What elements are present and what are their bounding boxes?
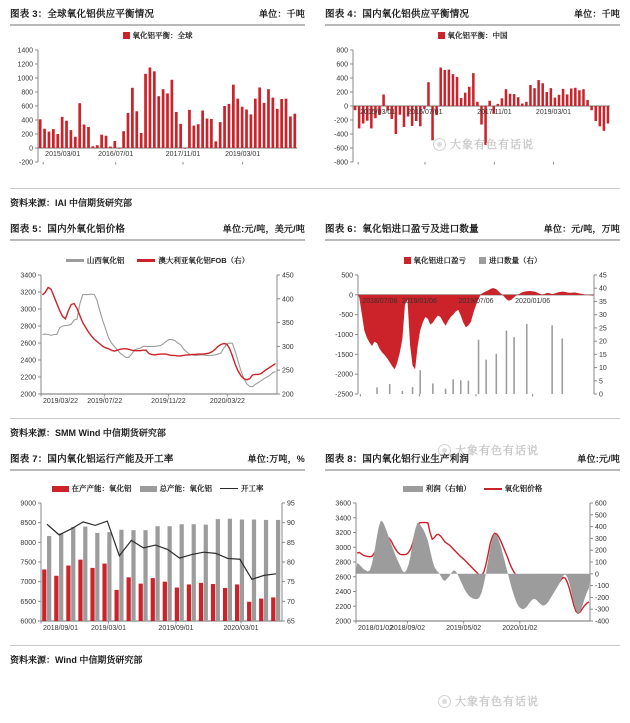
svg-text:2017/11/01: 2017/11/01: [477, 109, 512, 116]
legend-swatch-line-icon: [220, 488, 238, 490]
chart7-figure: [8, 473, 307, 645]
svg-text:95: 95: [287, 500, 295, 508]
legend-label: 氧化铝平衡：中国: [447, 31, 508, 40]
svg-text:200: 200: [282, 391, 294, 399]
svg-text:300: 300: [595, 535, 607, 543]
chart8-title: 图表 8：国内氧化铝行业生产利润: [325, 454, 470, 465]
chart6-header-rule: [325, 239, 620, 241]
watermark-text: 大象有色有话说: [450, 139, 534, 151]
svg-text:200: 200: [21, 131, 33, 139]
svg-text:2400: 2400: [335, 589, 351, 596]
svg-text:3400: 3400: [335, 515, 351, 523]
legend-label: 氧化铝价格: [504, 484, 543, 493]
legend-item-operating-rate: [220, 483, 264, 494]
svg-text:-2000: -2000: [335, 371, 353, 379]
svg-text:3600: 3600: [335, 500, 351, 508]
svg-text:300: 300: [282, 343, 294, 351]
svg-text:-2500: -2500: [335, 391, 353, 399]
svg-text:20: 20: [599, 338, 607, 346]
svg-text:250: 250: [282, 367, 294, 375]
svg-text:7000: 7000: [20, 579, 36, 587]
svg-text:0: 0: [29, 145, 33, 153]
svg-text:85: 85: [287, 539, 295, 547]
svg-text:-1500: -1500: [335, 351, 353, 359]
legend-label: 氧化铝平衡：全球: [132, 31, 193, 40]
svg-text:3400: 3400: [20, 272, 36, 280]
chart4-title: 图表 4：国内氧化铝供应平衡情况: [325, 9, 470, 20]
chart3-plot: [8, 28, 307, 188]
svg-text:3000: 3000: [335, 544, 351, 552]
legend-swatch-square-icon: [140, 486, 157, 492]
svg-text:2019/01/06: 2019/01/06: [401, 297, 437, 305]
chart7-header-rule: [10, 469, 305, 471]
svg-text:400: 400: [21, 117, 33, 125]
legend-label: 利润（右轴）: [425, 484, 471, 493]
svg-text:2800: 2800: [20, 323, 36, 331]
chart4-unit: 单位：千吨: [573, 9, 620, 19]
chart3-header: [8, 0, 307, 24]
chart6-figure: [323, 243, 622, 418]
svg-text:2019/07/06: 2019/07/06: [458, 297, 494, 305]
svg-text:450: 450: [282, 272, 294, 280]
legend-item-australia-alumina-fob: [137, 255, 249, 266]
svg-text:2016/07/01: 2016/07/01: [407, 109, 443, 116]
svg-text:3200: 3200: [20, 289, 36, 297]
svg-text:2019/09/01: 2019/09/01: [158, 625, 194, 632]
legend-swatch-square-icon: [123, 32, 130, 39]
svg-text:35: 35: [599, 298, 607, 306]
legend-label: 澳大利亚氧化铝FOB（右）: [158, 256, 250, 265]
watermark-text: 大象有色有话说: [455, 696, 539, 708]
legend-item-running-capacity: [52, 483, 132, 494]
svg-text:350: 350: [282, 320, 294, 328]
svg-text:6500: 6500: [20, 598, 36, 606]
svg-text:2600: 2600: [20, 340, 36, 348]
svg-text:2020/03/01: 2020/03/01: [223, 625, 259, 632]
legend-label: 开工率: [241, 484, 264, 493]
source-text-2: 资料来源：SMM Wind 中信期货研究部: [10, 428, 166, 438]
source-block-3: [0, 645, 630, 672]
svg-text:8000: 8000: [20, 539, 36, 547]
chart8-header: [323, 445, 622, 469]
panel-chart6: [315, 215, 630, 418]
svg-text:800: 800: [21, 89, 33, 97]
chart3-legend: [8, 30, 307, 41]
svg-text:5: 5: [599, 378, 603, 386]
svg-text:0: 0: [599, 391, 603, 399]
watermark-3: [438, 693, 539, 709]
chart5-header-rule: [10, 239, 305, 241]
svg-text:2600: 2600: [335, 574, 351, 582]
chart-row-3: [0, 445, 630, 645]
chart8-plot: [323, 473, 622, 645]
chart4-legend: [323, 30, 622, 41]
chart5-title: 图表 5：国内外氧化铝价格: [10, 224, 126, 235]
svg-text:200: 200: [336, 89, 348, 97]
svg-text:2000: 2000: [20, 391, 36, 399]
svg-text:15: 15: [599, 351, 607, 359]
svg-text:-300: -300: [595, 606, 610, 614]
chart-row-1: [0, 0, 630, 188]
svg-text:-400: -400: [595, 618, 610, 626]
legend-swatch-square-icon: [52, 486, 69, 492]
panel-chart7: [0, 445, 315, 645]
legend-item-import-profit: [404, 255, 467, 266]
svg-text:2019/03/22: 2019/03/22: [43, 398, 79, 405]
watermark-text: 大象有色有话说: [455, 445, 539, 457]
chart7-title: 图表 7：国内氧化铝运行产能及开工率: [10, 454, 174, 465]
chart6-title: 图表 6：氧化铝进口盈亏及进口数量: [325, 224, 479, 235]
chart7-legend: [8, 483, 307, 494]
svg-text:70: 70: [287, 598, 295, 606]
svg-text:200: 200: [595, 547, 607, 555]
svg-text:2015/03/01: 2015/03/01: [360, 109, 396, 116]
legend-swatch-square-icon: [403, 486, 423, 492]
chart5-unit: 单位:元/吨，美元/吨: [222, 224, 305, 234]
svg-text:6000: 6000: [20, 618, 36, 626]
svg-text:8500: 8500: [20, 520, 36, 528]
chart8-unit: 单位:元/吨: [577, 454, 620, 464]
svg-text:400: 400: [595, 524, 607, 532]
svg-text:-500: -500: [338, 312, 353, 320]
svg-text:80: 80: [287, 559, 295, 567]
svg-text:0: 0: [349, 292, 353, 300]
legend-label: 氧化铝进口盈亏: [413, 256, 466, 265]
svg-text:2018/09/01: 2018/09/01: [43, 625, 79, 632]
legend-item-alumina-price: [484, 483, 543, 494]
svg-text:100: 100: [595, 559, 607, 567]
chart7-plot: [8, 473, 307, 645]
svg-text:10: 10: [599, 365, 607, 373]
svg-text:2800: 2800: [335, 559, 351, 567]
panel-chart5: [0, 215, 315, 418]
legend-swatch-square-icon: [438, 32, 445, 39]
chart-row-2: [0, 215, 630, 418]
chart5-plot: [8, 243, 307, 418]
svg-text:2000: 2000: [335, 618, 351, 626]
source-text-1: 资料来源：IAI 中信期货研究部: [10, 198, 133, 208]
svg-text:2018/01/02: 2018/01/02: [358, 625, 394, 632]
svg-text:30: 30: [599, 312, 607, 320]
chart7-unit: 单位:万吨，%: [247, 454, 305, 464]
svg-text:2019/07/22: 2019/07/22: [87, 398, 123, 405]
svg-text:2019/03/01: 2019/03/01: [225, 151, 261, 158]
svg-text:-600: -600: [333, 145, 348, 153]
svg-text:-200: -200: [18, 159, 33, 167]
svg-text:2016/07/01: 2016/07/01: [98, 151, 134, 158]
source-block-2: [0, 418, 630, 445]
chart4-header: [323, 0, 622, 24]
svg-text:1000: 1000: [17, 75, 33, 83]
svg-text:2019/03/01: 2019/03/01: [90, 625, 127, 632]
svg-text:3200: 3200: [335, 530, 351, 537]
legend-swatch-line-icon: [484, 488, 502, 490]
panel-chart4: [315, 0, 630, 188]
svg-text:400: 400: [282, 296, 294, 304]
panel-chart3: [0, 0, 315, 188]
chart5-figure: [8, 243, 307, 418]
legend-swatch-line-icon: [137, 259, 155, 262]
svg-text:3000: 3000: [20, 306, 36, 314]
svg-text:9000: 9000: [20, 500, 36, 508]
svg-text:500: 500: [341, 272, 353, 280]
svg-text:2019/05/02: 2019/05/02: [446, 625, 482, 632]
legend-label: 进口数量（右）: [489, 256, 542, 265]
svg-text:600: 600: [595, 500, 607, 508]
chart6-plot: [323, 243, 622, 418]
legend-item-profit: [403, 483, 471, 494]
legend-item-shanxi-alumina: [66, 255, 125, 266]
chart3-title: 图表 3：全球氧化铝供应平衡情况: [10, 9, 155, 20]
svg-text:500: 500: [595, 512, 607, 520]
legend-swatch-square-icon: [404, 257, 411, 264]
svg-text:600: 600: [21, 103, 33, 111]
svg-text:-200: -200: [595, 594, 610, 602]
chart4-figure: [323, 28, 622, 188]
chart6-header: [323, 215, 622, 239]
svg-text:2200: 2200: [20, 374, 36, 382]
legend-item-total-capacity: [140, 483, 213, 494]
svg-text:2015/03/01: 2015/03/01: [45, 151, 81, 158]
chart3-figure: [8, 28, 307, 188]
svg-text:400: 400: [336, 75, 348, 83]
svg-text:0: 0: [344, 103, 348, 111]
legend-swatch-line-icon: [66, 259, 84, 262]
svg-text:7500: 7500: [20, 559, 36, 567]
svg-text:2200: 2200: [335, 603, 351, 611]
elephant-logo-icon: [438, 695, 451, 708]
chart4-header-rule: [325, 24, 620, 26]
svg-text:40: 40: [599, 285, 607, 293]
svg-text:-1000: -1000: [335, 332, 353, 339]
svg-text:45: 45: [599, 272, 607, 280]
svg-text:-200: -200: [333, 117, 348, 125]
legend-label: 总产能：氧化铝: [159, 484, 212, 493]
svg-text:-100: -100: [595, 583, 610, 591]
svg-text:600: 600: [336, 61, 348, 69]
svg-text:90: 90: [287, 520, 295, 528]
panel-chart8: [315, 445, 630, 645]
chart6-unit: 单位：元/吨，万吨: [543, 224, 620, 234]
chart7-header: [8, 445, 307, 469]
svg-text:0: 0: [595, 571, 599, 579]
chart6-legend: [323, 255, 622, 266]
svg-text:75: 75: [287, 579, 295, 587]
svg-text:2019/03/01: 2019/03/01: [535, 109, 571, 116]
legend-label: 山西氧化铝: [86, 256, 125, 265]
svg-text:-800: -800: [333, 159, 348, 167]
svg-text:1400: 1400: [17, 47, 33, 55]
svg-text:2020/01/06: 2020/01/06: [515, 297, 551, 305]
chart5-legend: [8, 255, 307, 266]
source-block-1: [0, 188, 630, 215]
chart5-header: [8, 215, 307, 239]
svg-text:1200: 1200: [17, 61, 33, 69]
legend-item-alumina-balance-china: [438, 30, 508, 41]
svg-text:2019/11/22: 2019/11/22: [151, 398, 186, 405]
legend-label: 在产产能：氧化铝: [71, 484, 132, 493]
svg-text:2017/11/01: 2017/11/01: [165, 151, 201, 158]
svg-text:-400: -400: [333, 131, 348, 139]
legend-swatch-square-icon: [479, 257, 486, 264]
svg-text:2400: 2400: [20, 357, 36, 365]
svg-text:2018/09/02: 2018/09/02: [389, 625, 426, 632]
chart8-legend: [323, 483, 622, 494]
chart8-header-rule: [325, 469, 620, 471]
chart3-unit: 单位：千吨: [258, 9, 305, 19]
svg-text:2018/07/06: 2018/07/06: [362, 297, 398, 305]
svg-text:800: 800: [336, 47, 348, 55]
svg-text:2020/01/02: 2020/01/02: [502, 625, 538, 632]
svg-text:65: 65: [287, 618, 295, 626]
chart3-header-rule: [10, 24, 305, 26]
chart8-figure: [323, 473, 622, 645]
legend-item-import-volume: [479, 255, 542, 266]
source-text-3: 资料来源：Wind 中信期货研究部: [10, 655, 143, 665]
svg-text:25: 25: [599, 325, 607, 333]
chart4-plot: [323, 28, 622, 188]
legend-item-alumina-balance-global: [123, 30, 193, 41]
svg-text:2020/03/22: 2020/03/22: [209, 398, 245, 405]
